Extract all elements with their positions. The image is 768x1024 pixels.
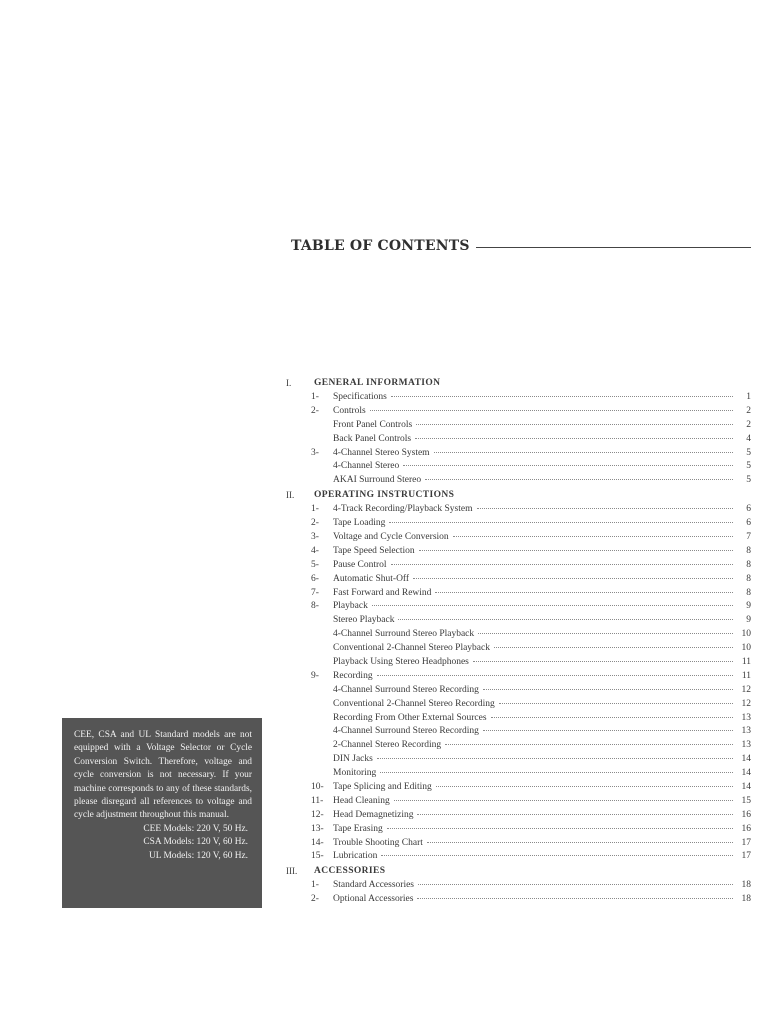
entry-body [333, 740, 751, 750]
entry-label: Automatic Shut-Off [333, 573, 410, 584]
entry-number: 8- [311, 601, 319, 612]
model-rating-cee: CEE Models: 220 V, 50 Hz. [143, 823, 248, 834]
dot-leader [491, 717, 733, 718]
entry-label: Tape Speed Selection [333, 545, 415, 556]
entry-page-number: 18 [741, 880, 751, 891]
entry-label: 2-Channel Stereo Recording [333, 740, 442, 751]
entry-number: 6- [311, 573, 319, 584]
entry-body [333, 838, 751, 848]
entry-label: Tape Loading [333, 518, 386, 529]
dot-leader [419, 550, 733, 551]
entry-body [333, 406, 751, 416]
toc-entry [286, 473, 751, 487]
toc-entry [286, 738, 751, 752]
entry-body [333, 699, 751, 709]
entry-body [333, 671, 751, 681]
dot-leader [370, 410, 733, 411]
section-number: III. [286, 866, 298, 877]
toc-entry [286, 558, 751, 572]
dot-leader [427, 842, 733, 843]
dot-leader [413, 578, 733, 579]
toc-entry [286, 572, 751, 586]
dot-leader [380, 772, 733, 773]
dot-leader [394, 800, 733, 801]
toc-section [286, 376, 751, 487]
toc-entry [286, 892, 751, 906]
toc-entry [286, 808, 751, 822]
entry-label: Voltage and Cycle Conversion [333, 531, 449, 542]
entry-number: 1- [311, 391, 319, 402]
toc-entry [286, 878, 751, 892]
entry-number: 13- [311, 823, 324, 834]
toc-entry [286, 446, 751, 460]
dot-leader [453, 536, 733, 537]
entry-number: 11- [311, 795, 324, 806]
entry-body [333, 643, 751, 653]
entry-page-number: 2 [746, 405, 751, 416]
toc-entry [286, 530, 751, 544]
entry-number: 4- [311, 545, 319, 556]
dot-leader [415, 438, 733, 439]
entry-label: AKAI Surround Stereo [333, 475, 422, 486]
toc-entry [286, 502, 751, 516]
dot-leader [418, 884, 733, 885]
dot-leader [377, 675, 733, 676]
entry-page-number: 13 [741, 712, 751, 723]
toc-entry [286, 752, 751, 766]
voltage-notice-box [62, 718, 262, 908]
toc-entry [286, 711, 751, 725]
entry-label: Monitoring [333, 768, 377, 779]
model-ratings [74, 823, 252, 863]
entry-label: Head Cleaning [333, 795, 390, 806]
entry-page-number: 17 [741, 851, 751, 862]
model-rating-ul: UL Models: 120 V, 60 Hz. [148, 850, 248, 861]
dot-leader [445, 744, 733, 745]
dot-leader [403, 465, 733, 466]
entry-page-number: 14 [741, 781, 751, 792]
dot-leader [434, 452, 733, 453]
toc-entry [286, 432, 751, 446]
entry-body [333, 629, 751, 639]
entry-number: 3- [311, 447, 319, 458]
entry-page-number: 6 [746, 518, 751, 529]
entry-body [333, 588, 751, 598]
entry-label: DIN Jacks [333, 754, 373, 765]
entry-body [333, 768, 751, 778]
toc-entry [286, 390, 751, 404]
entry-body [333, 615, 751, 625]
entry-label: Front Panel Controls [333, 419, 413, 430]
entry-page-number: 9 [746, 601, 751, 612]
entry-page-number: 15 [741, 795, 751, 806]
entry-page-number: 5 [746, 475, 751, 486]
entry-page-number: 5 [746, 447, 751, 458]
section-title: GENERAL INFORMATION [314, 378, 441, 388]
dot-leader [477, 508, 734, 509]
toc-entry [286, 544, 751, 558]
entry-page-number: 2 [746, 419, 751, 430]
entry-label: 4-Channel Surround Stereo Playback [333, 629, 475, 640]
section-title: OPERATING INSTRUCTIONS [314, 490, 455, 501]
section-heading [286, 376, 751, 390]
toc-entry [286, 669, 751, 683]
toc-entry [286, 724, 751, 738]
entry-number: 12- [311, 809, 324, 820]
dot-leader [391, 396, 733, 397]
entry-label: Head Demagnetizing [333, 809, 414, 820]
voltage-notice-text: CEE, CSA and UL Standard models are not equipped with a Voltage Selector or Cycle Conversion Switch. Therefore, voltage and cycle conversion is not necessary. If your machine corresponds to any of these standards, please disregard all references to voltage and cycle adjustment throughout this manual. [74, 730, 252, 821]
entry-page-number: 8 [746, 587, 751, 598]
entry-page-number: 14 [741, 754, 751, 765]
dot-leader [483, 689, 733, 690]
entry-page-number: 7 [746, 531, 751, 542]
toc-entry [286, 586, 751, 600]
section-title: ACCESSORIES [314, 866, 386, 877]
entry-number: 5- [311, 559, 319, 570]
toc-entry [286, 641, 751, 655]
entry-body [333, 448, 751, 458]
entry-number: 2- [311, 518, 319, 529]
entry-page-number: 16 [741, 823, 751, 834]
entry-number: 7- [311, 587, 319, 598]
dot-leader [417, 814, 733, 815]
entry-label: 4-Track Recording/Playback System [333, 504, 473, 515]
dot-leader [473, 661, 733, 662]
entry-page-number: 5 [746, 461, 751, 472]
entry-body [333, 475, 751, 485]
toc-entry [286, 850, 751, 864]
toc-entry [286, 822, 751, 836]
entry-body [333, 810, 751, 820]
entry-number: 9- [311, 670, 319, 681]
entry-body [333, 392, 751, 402]
entry-label: 4-Channel Stereo System [333, 447, 430, 458]
entry-page-number: 6 [746, 504, 751, 515]
entry-number: 2- [311, 405, 319, 416]
entry-label: Back Panel Controls [333, 433, 412, 444]
toc-entry [286, 516, 751, 530]
entry-body [333, 657, 751, 667]
entry-page-number: 17 [741, 837, 751, 848]
entry-label: Tape Erasing [333, 823, 383, 834]
entry-body [333, 601, 751, 611]
dot-leader [389, 522, 733, 523]
model-rating-csa: CSA Models: 120 V, 60 Hz. [143, 837, 248, 848]
entry-page-number: 16 [741, 809, 751, 820]
entry-body [333, 880, 751, 890]
dot-leader [377, 758, 733, 759]
entry-page-number: 4 [746, 433, 751, 444]
entry-page-number: 8 [746, 545, 751, 556]
toc-entry [286, 418, 751, 432]
dot-leader [417, 898, 733, 899]
page-title: TABLE OF CONTENTS [291, 238, 470, 254]
entry-body [333, 685, 751, 695]
entry-body [333, 504, 751, 514]
entry-number: 14- [311, 837, 324, 848]
entry-number: 1- [311, 880, 319, 891]
dot-leader [372, 605, 733, 606]
entry-label: Lubrication [333, 851, 378, 862]
toc-header [291, 236, 751, 256]
toc-entry [286, 655, 751, 669]
entry-label: Recording From Other External Sources [333, 712, 487, 723]
entry-label: 4-Channel Surround Stereo Recording [333, 684, 479, 695]
entry-body [333, 713, 751, 723]
entry-body [333, 726, 751, 736]
entry-body [333, 574, 751, 584]
toc-entry [286, 766, 751, 780]
entry-page-number: 13 [741, 726, 751, 737]
dot-leader [478, 633, 733, 634]
toc-entry [286, 459, 751, 473]
entry-body [333, 796, 751, 806]
toc-entry [286, 836, 751, 850]
entry-label: Fast Forward and Rewind [333, 587, 432, 598]
entry-body [333, 851, 751, 861]
entry-body [333, 518, 751, 528]
toc-entry [286, 794, 751, 808]
entry-number: 15- [311, 851, 324, 862]
section-number: I. [286, 378, 292, 388]
entry-page-number: 13 [741, 740, 751, 751]
entry-number: 3- [311, 531, 319, 542]
entry-label: Stereo Playback [333, 615, 395, 626]
entry-body [333, 434, 751, 444]
entry-body [333, 824, 751, 834]
dot-leader [416, 424, 733, 425]
entry-page-number: 18 [741, 894, 751, 905]
toc-entry [286, 697, 751, 711]
dot-leader [391, 564, 733, 565]
entry-page-number: 14 [741, 768, 751, 779]
entry-page-number: 11 [741, 670, 751, 681]
entry-page-number: 10 [741, 629, 751, 640]
dot-leader [436, 786, 733, 787]
entry-label: Recording [333, 670, 373, 681]
entry-page-number: 12 [741, 698, 751, 709]
entry-body [333, 546, 751, 556]
toc-list [286, 376, 751, 906]
entry-label: Playback [333, 601, 368, 612]
entry-label: Standard Accessories [333, 880, 414, 891]
toc-entry [286, 404, 751, 418]
entry-page-number: 9 [746, 615, 751, 626]
title-rule [476, 247, 751, 248]
dot-leader [435, 592, 733, 593]
entry-page-number: 8 [746, 573, 751, 584]
entry-label: Conventional 2-Channel Stereo Playback [333, 643, 490, 654]
dot-leader [494, 647, 733, 648]
dot-leader [499, 703, 733, 704]
entry-page-number: 8 [746, 559, 751, 570]
toc-section [286, 488, 751, 863]
entry-label: Trouble Shooting Chart [333, 837, 423, 848]
entry-label: 4-Channel Stereo [333, 461, 400, 472]
section-heading [286, 488, 751, 502]
toc-entry [286, 599, 751, 613]
entry-body [333, 560, 751, 570]
entry-body [333, 420, 751, 430]
entry-body [333, 782, 751, 792]
toc-entry [286, 613, 751, 627]
dot-leader [425, 479, 733, 480]
entry-body [333, 532, 751, 542]
entry-label: Controls [333, 405, 366, 416]
entry-page-number: 12 [741, 684, 751, 695]
section-heading [286, 864, 751, 878]
entry-page-number: 11 [741, 656, 751, 667]
entry-label: Playback Using Stereo Headphones [333, 656, 469, 667]
entry-number: 2- [311, 894, 319, 905]
entry-body [333, 754, 751, 764]
entry-number: 1- [311, 504, 319, 515]
entry-page-number: 1 [746, 391, 751, 402]
dot-leader [398, 619, 733, 620]
dot-leader [381, 855, 733, 856]
entry-body [333, 461, 751, 471]
toc-entry [286, 627, 751, 641]
entry-page-number: 10 [741, 643, 751, 654]
dot-leader [387, 828, 733, 829]
entry-label: Tape Splicing and Editing [333, 781, 432, 792]
entry-number: 10- [311, 781, 324, 792]
toc-section [286, 864, 751, 906]
entry-label: Specifications [333, 391, 387, 402]
entry-label: Conventional 2-Channel Stereo Recording [333, 698, 495, 709]
entry-label: Optional Accessories [333, 894, 414, 905]
toc-entry [286, 683, 751, 697]
dot-leader [483, 730, 733, 731]
section-number: II. [286, 490, 295, 501]
toc-entry [286, 780, 751, 794]
entry-label: Pause Control [333, 559, 387, 570]
entry-body [333, 894, 751, 904]
entry-label: 4-Channel Surround Stereo Recording [333, 726, 479, 737]
